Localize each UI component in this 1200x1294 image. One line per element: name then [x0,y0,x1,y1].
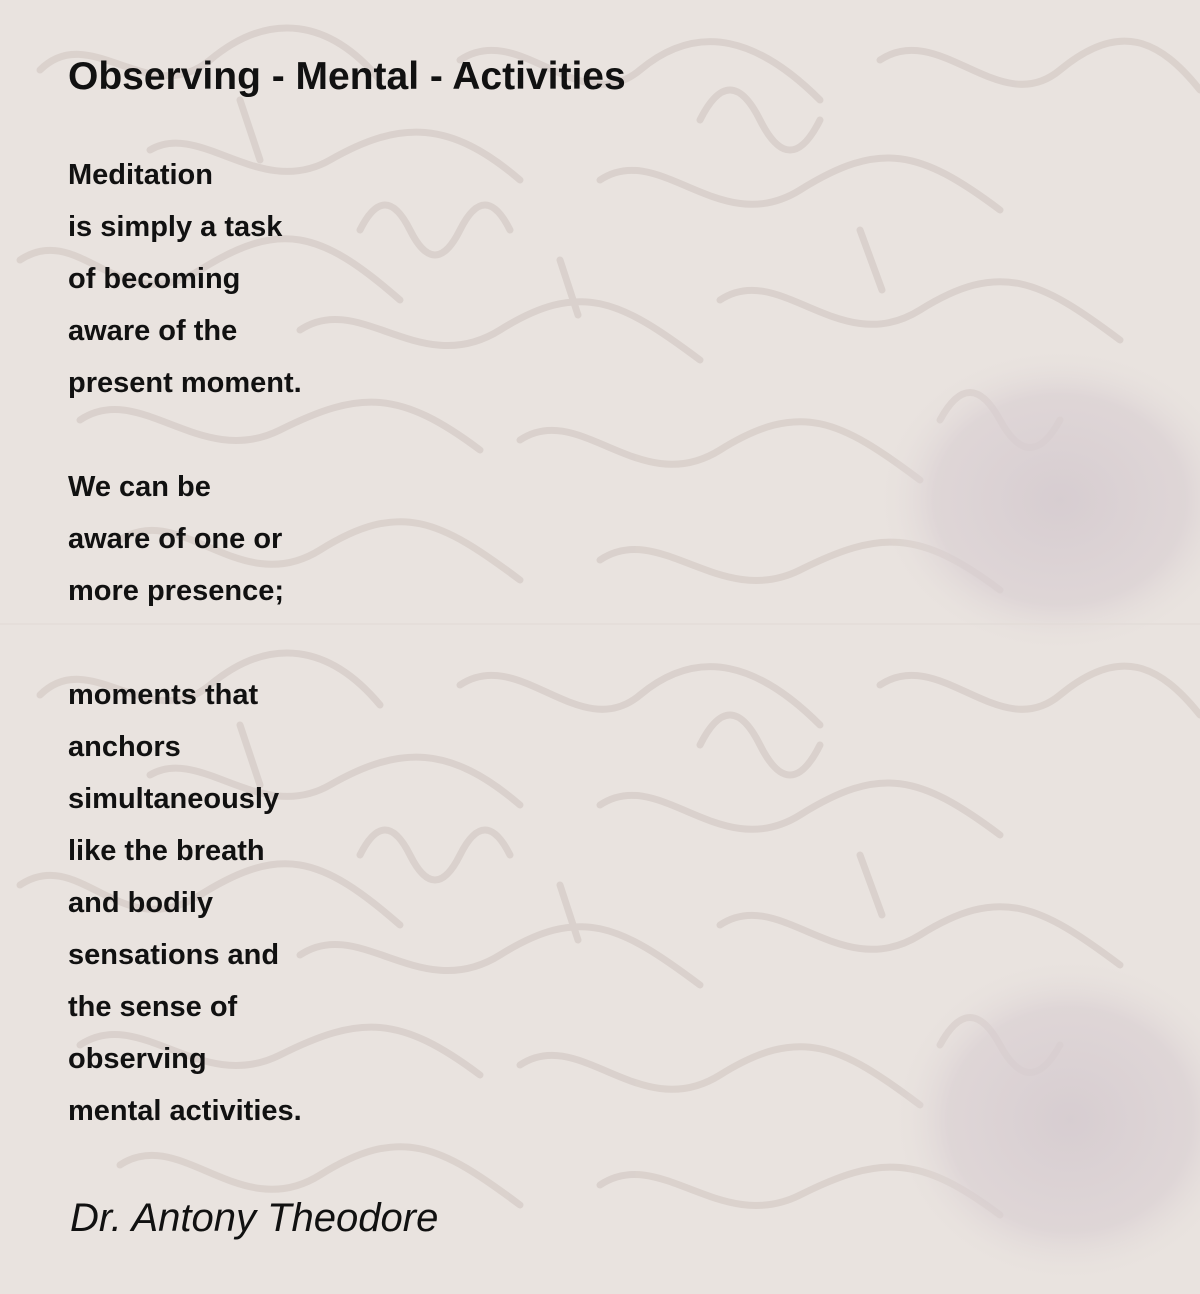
poem-line: Meditation [68,159,213,191]
poem-line: sensations and [68,939,280,971]
stanza-break [68,409,302,461]
poem-line: and bodily [68,887,213,919]
poem-line: of becoming [68,263,241,295]
poem-line: like the breath [68,835,265,867]
poem-line: more presence; [68,575,284,607]
poem-author: Dr. Antony Theodore [70,1196,439,1240]
poem-line: the sense of [68,991,238,1023]
poem-line: is simply a task [68,211,283,243]
stanza-break [68,617,302,669]
poem-line: aware of one or [68,523,283,555]
poem-title: Observing - Mental - Activities [68,55,626,98]
poem-line: present moment. [68,367,302,399]
poem-line: We can be [68,471,211,503]
poem-line: simultaneously [68,783,280,815]
poem-line: aware of the [68,315,238,347]
poem-line: moments that [68,679,259,711]
poem-line: anchors [68,731,181,763]
poem-line: observing [68,1043,207,1075]
poem-body [68,149,302,1137]
poem-line: mental activities. [68,1095,302,1127]
